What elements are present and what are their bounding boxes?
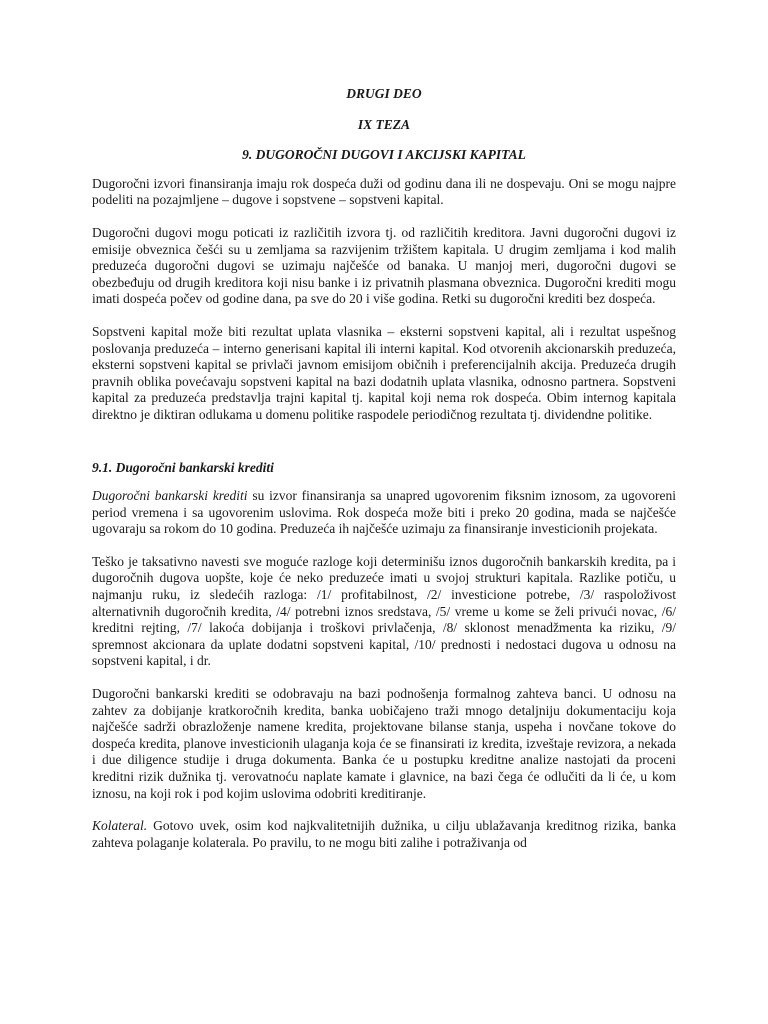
section-paragraph-1-body: su izvor finansiranja sa unapred ugovorenim fiksnim iznosom, za ugovoreni period vremena i sa ugovorenim uslovima. Rok dospeća može biti i preko 20 godina, mada se najčešće ugovaraju sa rokom do 10 godina. Preduzeća ih najčešće uzimaju za finansiranje investicionih projekata. <box>92 488 676 537</box>
section-heading: 9.1. Dugoročni bankarski krediti <box>92 459 274 475</box>
intro-paragraph-1: Dugoročni izvori finansiranja imaju rok dospeća duži od godinu dana ili ne dospevaju. Oni se mogu najpre podeliti na pozajmljene – dugove i sopstvene – sopstveni kapital. <box>92 175 676 208</box>
section-paragraph-4-term: Kolateral. <box>92 818 148 834</box>
section-paragraph-3: Dugoročni bankarski krediti se odobravaju na bazi podnošenja formalnog zahteva banci. U odnosu na zahtev za dobijanje kratkoročnih kredita, banka uobičajeno traži mnogo detaljniju dokumentaciju koja najčešće sadrži obrazloženje namene kredita, projektovane bilanse stanja, uspeha i novčane tokove do dospeća kredita, planove investicionih ulaganja koja će se finansirati iz kredita, izveštaje revizora, a nekada i due diligence studije i druga dokumenta. Banka će u postupku kreditne analize nastojati da proceni kreditni rizik dužnika tj. verovatnoću naplate kamate i glavnice, na bazi čega će odlučiti da li će, u kom iznosu, na koji rok i pod kojim uslovima odobriti kreditiranje. <box>92 686 676 801</box>
section-paragraph-1 <box>92 488 676 538</box>
intro-paragraph-3: Sopstveni kapital može biti rezultat uplata vlasnika – eksterni sopstveni kapital, ali i rezultat uspešnog poslovanja preduzeća – interno generisani kapital ili interni kapital. Kod otvorenih akcionarskih preduzeća, eksterni sopstveni kapital se privlači javnom emisijom običnih i preferencijalnih akcija. Preduzeća drugih pravnih oblika povećavaju sopstveni kapital na bazi dodatnih uplata vlasnika, odnosno partnera. Sopstveni kapital za preduzeća predstavlja trajni kapital tj. kapital koji nema rok dospeća. Obim internog kapitala direktno je diktiran odlukama u domenu politike raspodele periodičnog rezultata tj. dividendne politike. <box>92 323 676 422</box>
part-heading: DRUGI DEO <box>346 86 422 101</box>
section-paragraph-4 <box>92 818 676 851</box>
document-page <box>92 86 676 867</box>
section-paragraph-2: Teško je taksativno navesti sve moguće razloge koji determinišu iznos dugoročnih bankarskih kredita, pa i dugoročnih dugova uopšte, koje će neko preduzeće imati u svojoj strukturi kapitala. Razlike potiču, u najmanju ruku, iz sledećih razloga: /1/ profitabilnost, /2/ investicione potrebe, /3/ raspoloživost alternativnih dugoročnih kredita, /4/ potrebni iznos sredstava, /5/ vreme u kome se želi privući novac, /6/ kreditni rejting, /7/ lakoća dobijanja i troškovi privlačenja, /8/ sklonost menadžmenta ka riziku, /9/ spremnost akcionara da uplate dodatni sopstveni kapital, /10/ prednosti i nedostaci dugova u odnosu na sopstveni kapital, i dr. <box>92 553 676 669</box>
section-paragraph-4-body: Gotovo uvek, osim kod najkvalitetnijih dužnika, u cilju ublažavanja kreditnog rizika, banka zahteva polaganje kolaterala. Po pravilu, to ne mogu biti zalihe i potraživanja od <box>92 818 676 850</box>
intro-paragraph-2: Dugoročni dugovi mogu poticati iz različitih izvora tj. od različitih kreditora. Javni dugoročni dugovi iz emisije obveznica češći su u zemljama sa razvijenim tržištem kapitala. U drugim zemljama i kod malih preduzeća dugoročni dugovi se uzimaju najčešće od banaka. U manjoj meri, dugoročni dugovi se obezbeđuju od drugih kreditora koji nisu banke i iz privatnih plasmana obveznica. Dugoročni krediti mogu imati dospeća počev od godine dana, pa sve do 20 i više godina. Retki su dugoročni krediti bez dospeća. <box>92 224 676 307</box>
section-paragraph-1-term: Dugoročni bankarski krediti <box>92 488 248 504</box>
chapter-heading: 9. DUGOROČNI DUGOVI I AKCIJSKI KAPITAL <box>242 147 526 163</box>
thesis-heading: IX TEZA <box>357 116 411 132</box>
